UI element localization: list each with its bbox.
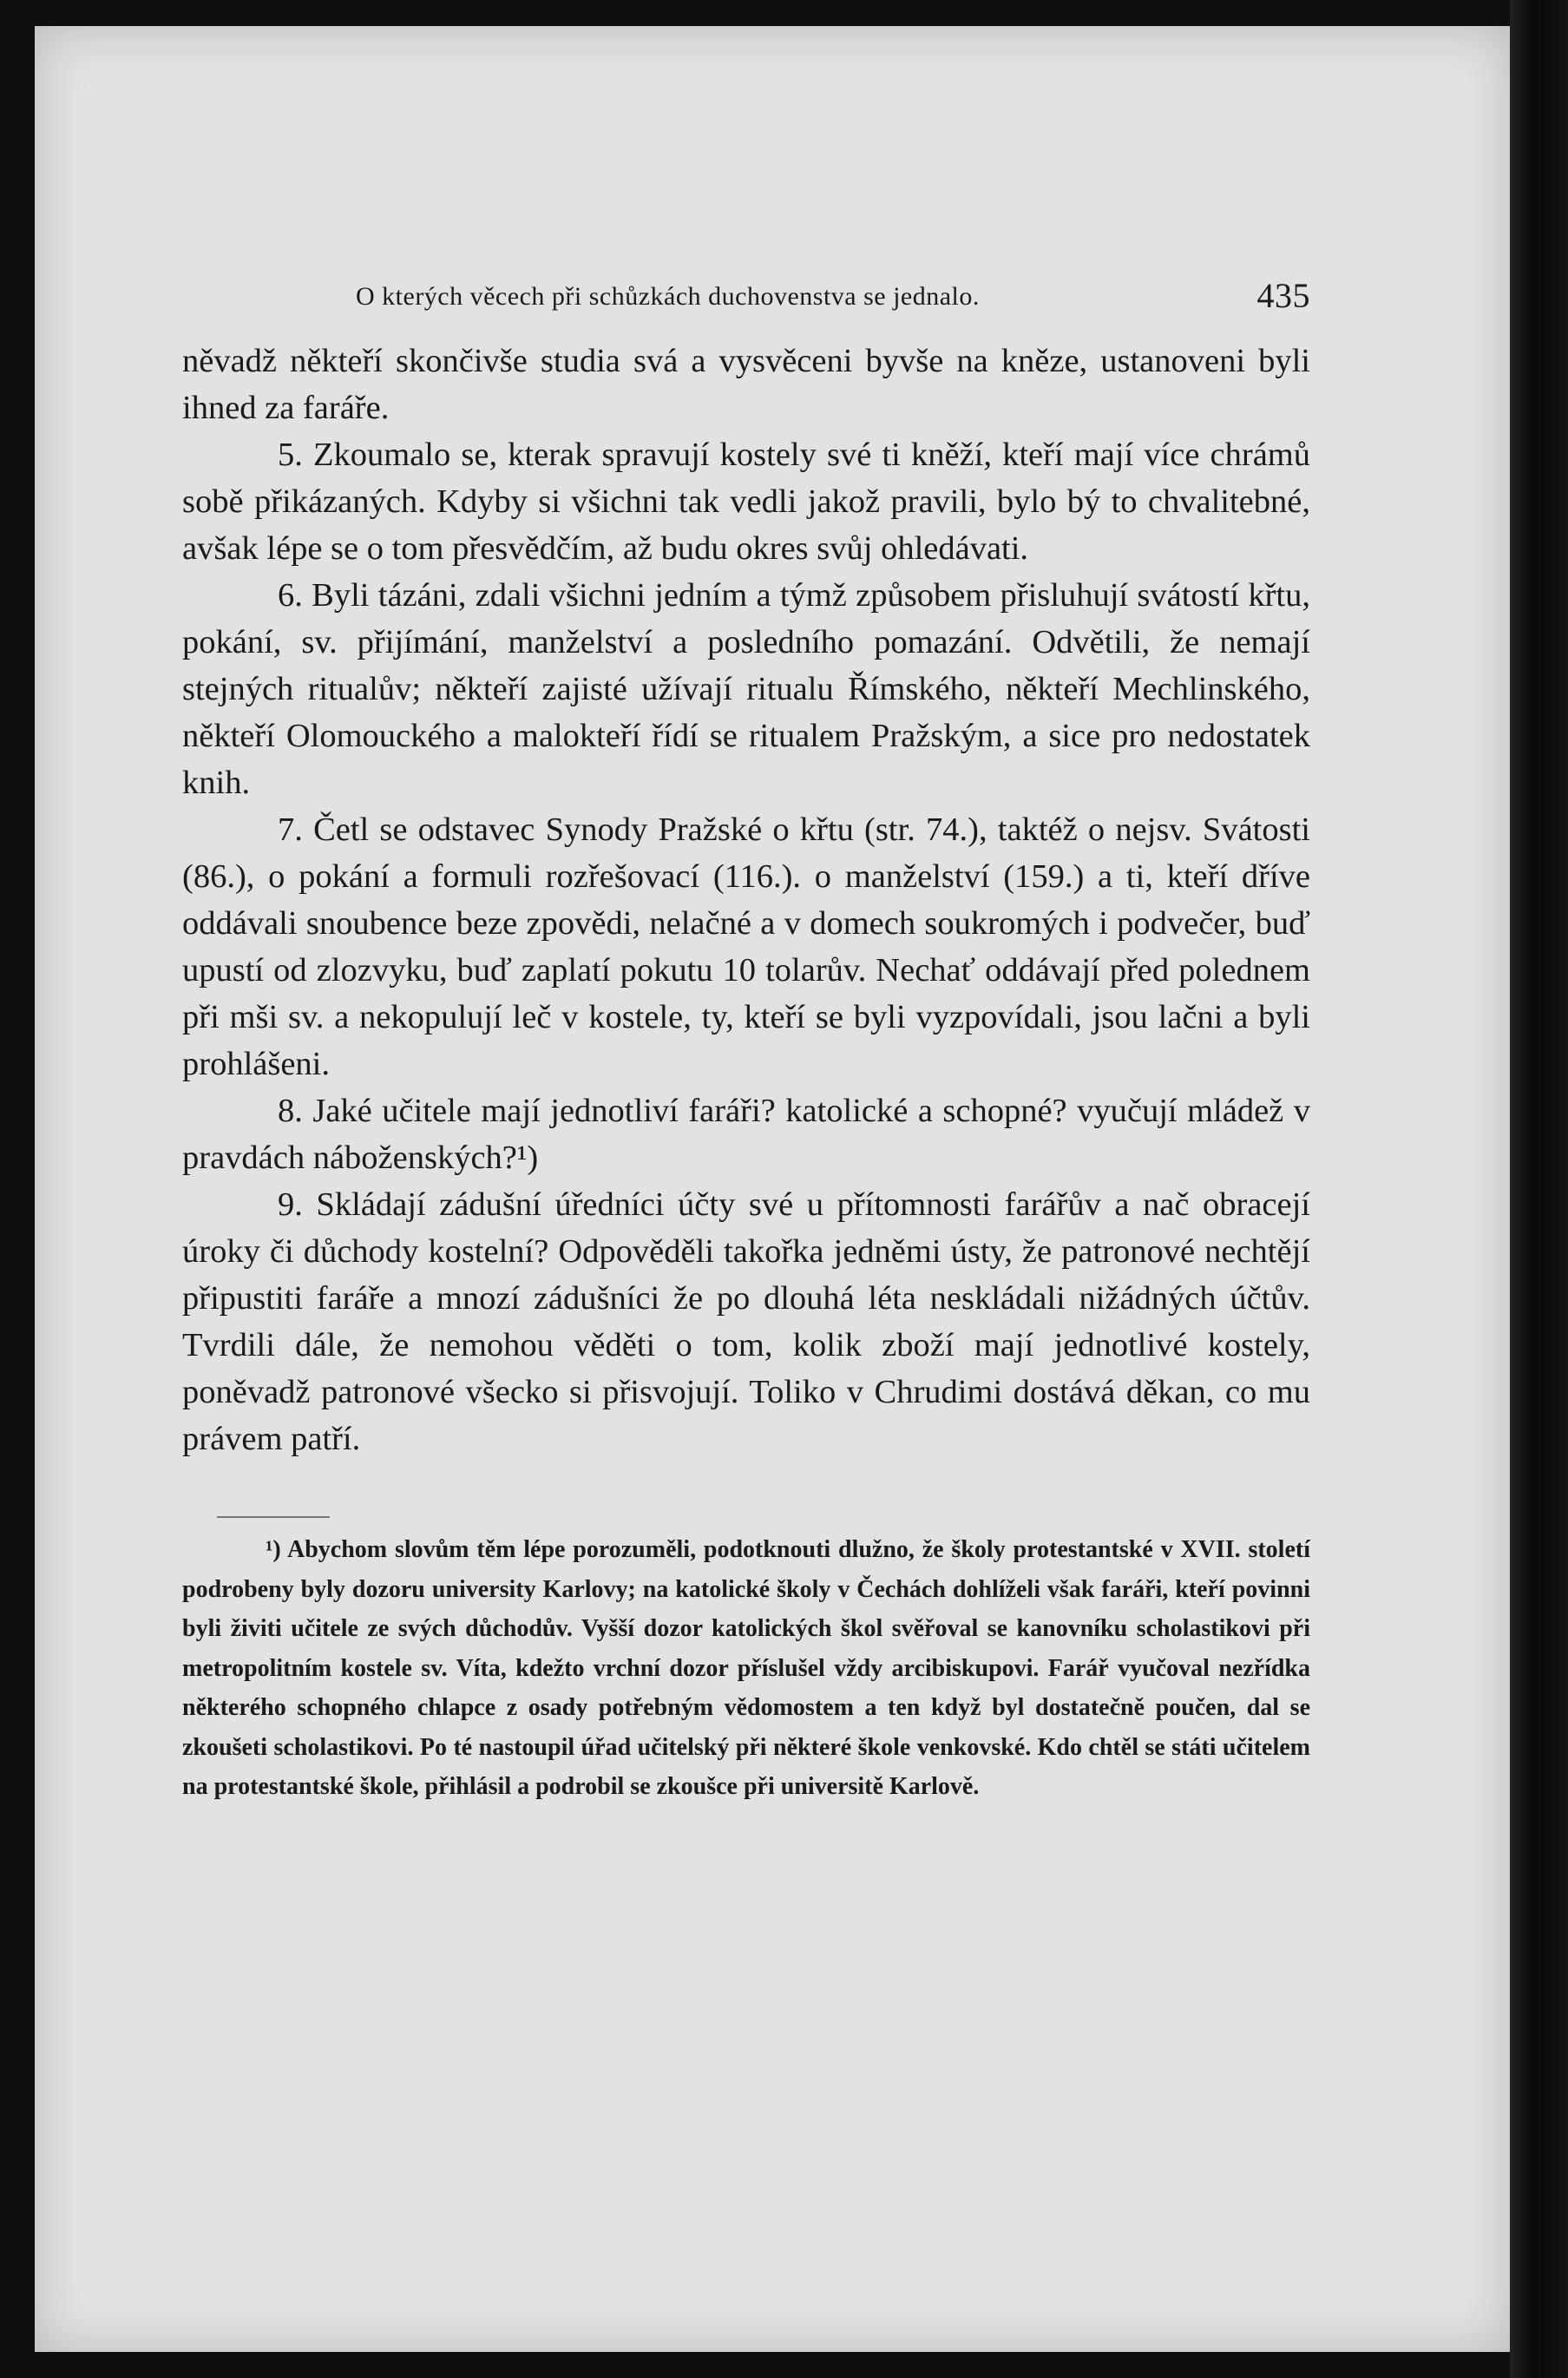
running-head xyxy=(182,265,1310,325)
paragraph-9: 9. Skládají zádušní úředníci účty své u přítomnosti farářův a nač obracejí úroky či důchody kostelní? Odpověděli takořka jedněmi ústy, že patronové nechtějí připustiti faráře a mnozí zádušníci že po dlouhá léta neskládali nižádných účtův. Tvrdili dále, že nemohou věděti o tom, kolik zboží mají jednotlivé kostely, poněvadž patronové všecko si přisvojují. Toliko v Chrudimi dostává děkan, co mu právem patří. xyxy=(182,1186,1310,1457)
paragraph-6: 6. Byli tázáni, zdali všichni jedním a týmž způsobem přisluhují svátostí křtu, pokání, sv. přijímání, manželství a posledního pomazání. Odvětili, že nemají stejných ritualův; někteří zajisté užívají ritualu Římského, někteří Mechlinského, někteří Olomouckého a malokteří řídí se ritualem Pražským, a sice pro nedostatek knih. xyxy=(182,577,1310,801)
page-number: 435 xyxy=(1256,276,1310,315)
paragraph-7: 7. Četl se odstavec Synody Pražské o křtu (str. 74.), taktéž o nejsv. Svátosti (86.), o pokání a formuli rozřešovací (116.). o manželství (159.) a ti, kteří dříve oddávali snoubence beze zpovědi, nelačné a v domech soukromých i podvečer, buď upustí od zlozvyku, buď zaplatí pokutu 10 tolarův. Nechať oddávají před polednem při mši sv. a nekopulují leč v kostele, ty, kteří se byli vyzpovídali, jsou lačni a byli prohlášeni. xyxy=(182,811,1310,1082)
body-text xyxy=(182,338,1310,1462)
book-page xyxy=(35,26,1510,2352)
paragraph-8: 8. Jaké učitele mají jednotliví faráři? katolické a schopné? vyučují mládež v pravdách náboženských?¹) xyxy=(182,1093,1310,1176)
paragraph-continuation: něvadž někteří skončivše studia svá a vysvěceni byvše na kněze, ustanoveni byli ihned za faráře. xyxy=(182,343,1310,426)
scan-dark-edge xyxy=(1510,0,1568,2378)
page-content xyxy=(182,265,1310,1831)
paragraph-5: 5. Zkoumalo se, kterak spravují kostely své ti kněží, kteří mají více chrámů sobě přikázaných. Kdyby si všichni tak vedli jakož pravili, bylo bý to chvalitebné, avšak lépe se o tom přesvědčím, až budu okres svůj ohledávati. xyxy=(182,437,1310,567)
footnote-divider xyxy=(217,1516,330,1518)
footnote-1: ¹) Abychom slovům těm lépe porozuměli, podotknouti dlužno, že školy protestantské v XVII. století podrobeny byly dozoru university Karlovy; na katolické školy v Čechách dohlíželi však faráři, kteří povinni byli živiti učitele ze svých důchodův. Vyšší dozor katolických škol svěřoval se kanovníku scholastikovi při metropolitním kostele sv. Víta, kdežto vrchní dozor příslušel vždy arcibiskupovi. Farář vyučoval nezřídka některého schopného chlapce z osady potřebným vědomostem a ten když byl dostatečně poučen, dal se zkoušeti scholastikovi. Po té nastoupil úřad učitelský při některé škole venkovské. Kdo chtěl se státi učitelem na protestantské škole, přihlásil a podrobil se zkoušce při universitě Karlově. xyxy=(182,1536,1310,1800)
running-head-title: O kterých věcech při schůzkách duchovenstva se jednalo. xyxy=(356,282,980,311)
